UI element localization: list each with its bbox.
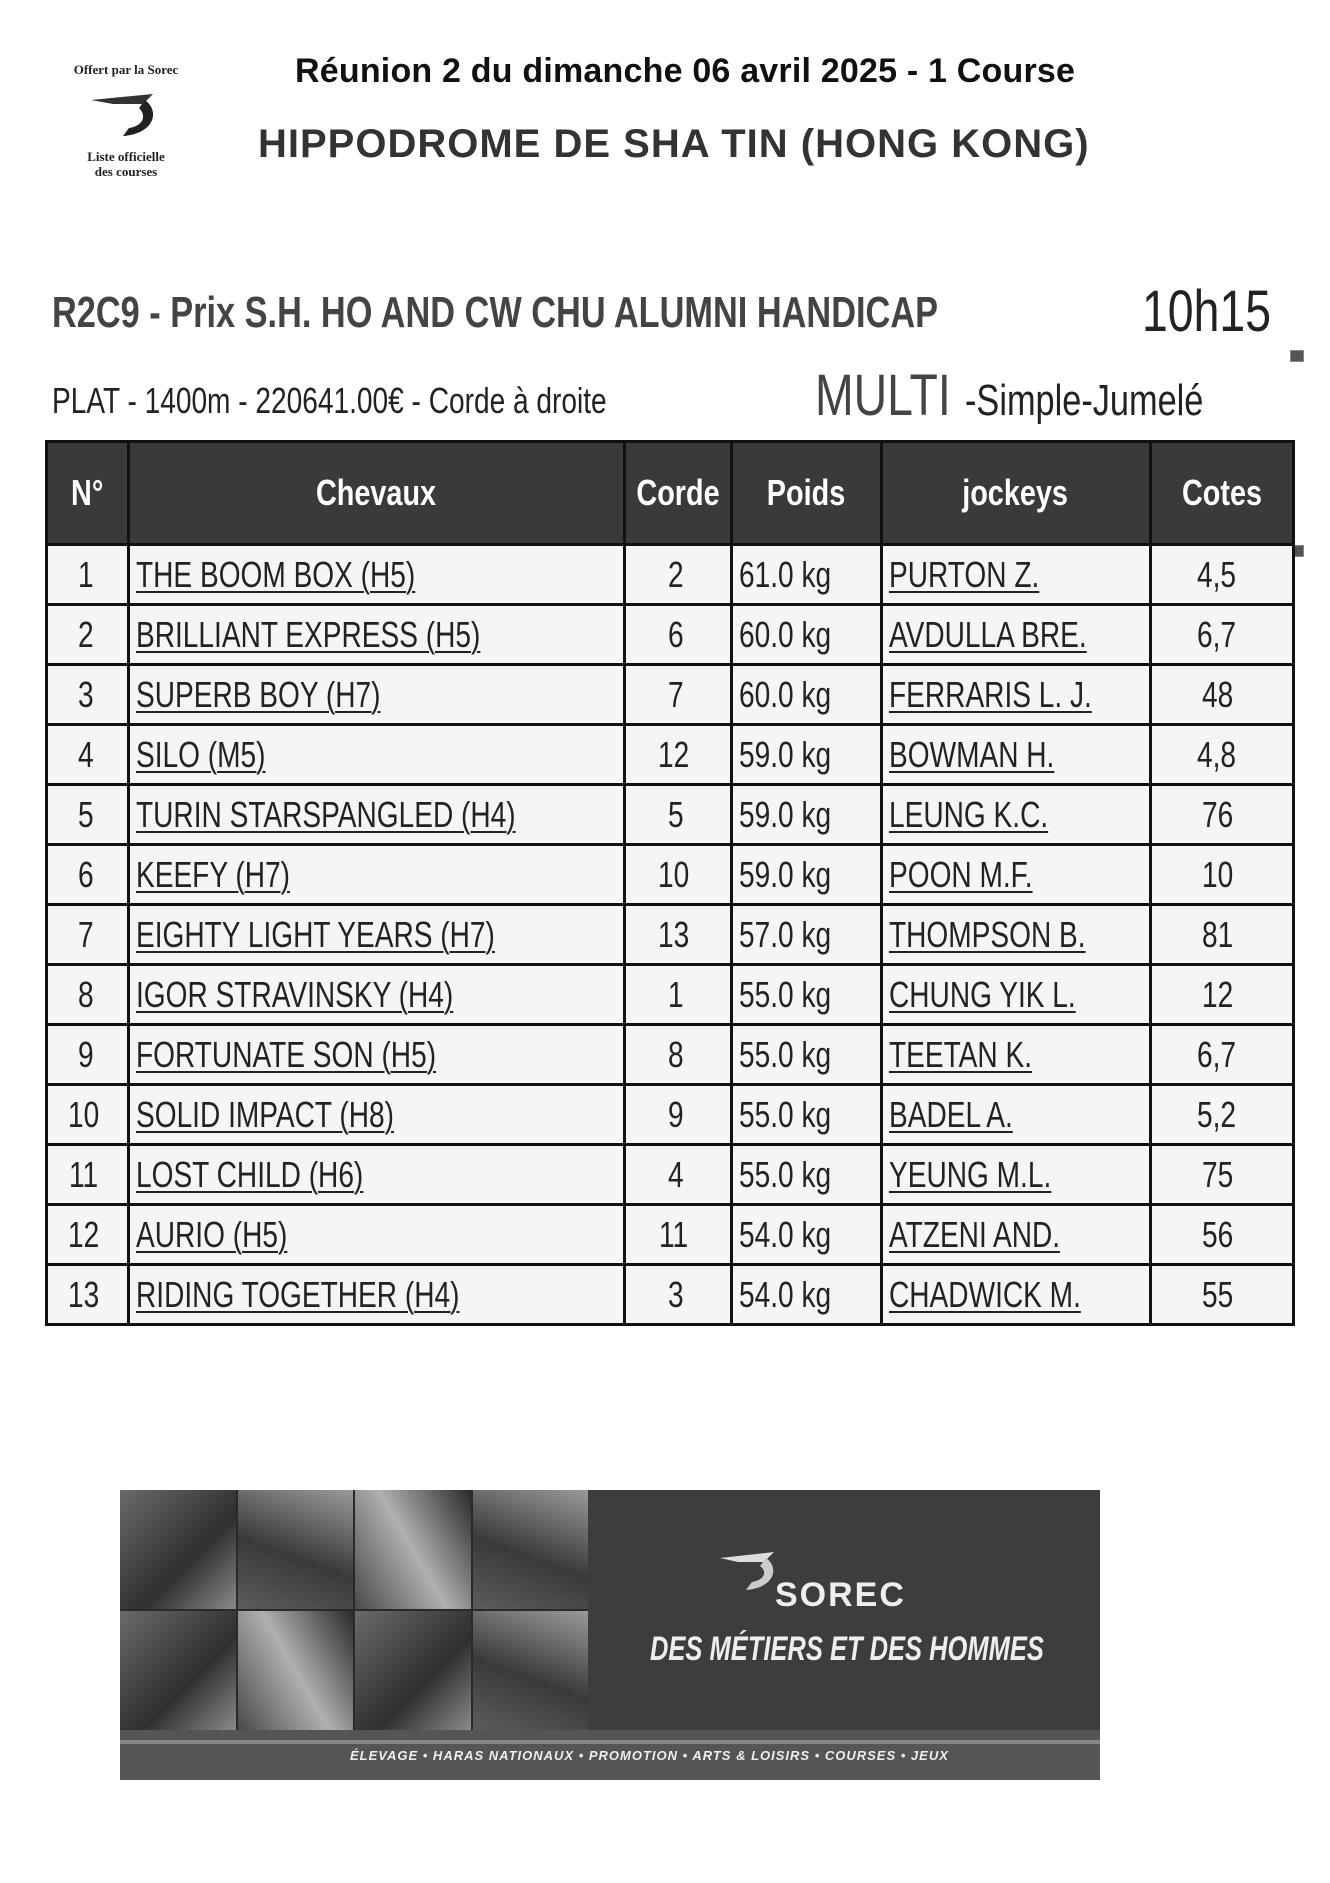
banner-photo [473, 1611, 589, 1730]
odds-cell [1150, 1085, 1293, 1145]
banner-tagline: DES MÉTIERS ET DES HOMMES [650, 1630, 1044, 1668]
corde-cell [624, 965, 731, 1025]
horse-name-link[interactable]: AURIO (H5) [136, 1213, 288, 1255]
corde-cell [624, 1205, 731, 1265]
weight: 60.0 kg [738, 613, 832, 655]
table-row [47, 1145, 1294, 1205]
odds-cell [1150, 845, 1293, 905]
jockey-name-cell[interactable] [881, 965, 1150, 1025]
weight-cell [731, 1025, 881, 1085]
jockey-name-cell[interactable] [881, 905, 1150, 965]
jockey-name-cell[interactable] [881, 1265, 1150, 1325]
corde-cell [624, 665, 731, 725]
odds: 6,7 [1196, 1033, 1236, 1075]
corde-cell [624, 785, 731, 845]
weight: 55.0 kg [738, 973, 832, 1015]
odds: 4,8 [1196, 733, 1236, 775]
corde: 8 [667, 1033, 684, 1075]
table-row [47, 965, 1294, 1025]
horse-name-cell[interactable] [129, 785, 625, 845]
horse-name-link[interactable]: IGOR STRAVINSKY (H4) [136, 973, 454, 1015]
banner-photo-collage [120, 1490, 588, 1730]
horse-name-link[interactable]: KEEFY (H7) [136, 853, 291, 895]
weight: 59.0 kg [738, 853, 832, 895]
weight-cell [731, 965, 881, 1025]
race-title: R2C9 - Prix S.H. HO AND CW CHU ALUMNI HANDICAP [52, 288, 939, 337]
horse-name-cell[interactable] [129, 965, 625, 1025]
runner-number-cell [47, 1085, 129, 1145]
runner-number-cell [47, 845, 129, 905]
banner-band [120, 1730, 1100, 1780]
banner-stripe [120, 1740, 1100, 1744]
jockey-name-link[interactable]: YEUNG M.L. [888, 1153, 1051, 1195]
jockey-name-cell[interactable] [881, 665, 1150, 725]
venue-title: HIPPODROME DE SHA TIN (HONG KONG) [258, 122, 1090, 166]
horse-name-cell[interactable] [129, 1085, 625, 1145]
logo-bottom-text-1: Liste officielle [87, 149, 165, 164]
corde-cell [624, 1265, 731, 1325]
weight-cell [731, 1265, 881, 1325]
odds: 4,5 [1196, 553, 1236, 595]
race-time: 10h15 [1142, 279, 1272, 344]
odds: 48 [1201, 673, 1233, 715]
runner-number: 3 [77, 673, 94, 715]
banner-photo [238, 1490, 354, 1609]
odds: 76 [1201, 793, 1233, 835]
banner-photo [355, 1611, 471, 1730]
jockey-name-link[interactable]: BOWMAN H. [888, 733, 1054, 775]
race-info: PLAT - 1400m - 220641.00€ - Corde à droite [52, 380, 607, 421]
runner-number: 13 [67, 1273, 99, 1315]
corde: 7 [667, 673, 684, 715]
jockey-name-link[interactable]: AVDULLA BRE. [888, 613, 1087, 655]
jockey-name-link[interactable]: CHADWICK M. [888, 1273, 1081, 1315]
meeting-title: Réunion 2 du dimanche 06 avril 2025 - 1 Course [295, 52, 1076, 90]
odds: 81 [1201, 913, 1233, 955]
jockey-name-link[interactable]: THOMPSON B. [888, 913, 1086, 955]
weight-cell [731, 725, 881, 785]
jockey-name-cell[interactable] [881, 1205, 1150, 1265]
column-header-odds: Cotes [1150, 442, 1293, 545]
odds-cell [1150, 785, 1293, 845]
horse-name-cell[interactable] [129, 1265, 625, 1325]
jockey-name-cell[interactable] [881, 785, 1150, 845]
table-header-row [47, 442, 1294, 545]
runner-number-cell [47, 1145, 129, 1205]
sorec-banner [120, 1490, 1100, 1780]
banner-photo [473, 1490, 589, 1609]
sorec-horse-mark-icon [83, 82, 169, 142]
weight: 59.0 kg [738, 793, 832, 835]
weight: 55.0 kg [738, 1093, 832, 1135]
corde: 5 [667, 793, 684, 835]
runner-number-cell [47, 1025, 129, 1085]
jockey-name-link[interactable]: LEUNG K.C. [888, 793, 1048, 835]
jockey-name-link[interactable]: BADEL A. [888, 1093, 1013, 1135]
odds: 10 [1201, 853, 1233, 895]
weight: 55.0 kg [738, 1033, 832, 1075]
jockey-name-link[interactable]: POON M.F. [888, 853, 1033, 895]
corde-cell [624, 845, 731, 905]
weight-cell [731, 785, 881, 845]
banner-brand: SOREC [775, 1576, 906, 1614]
corde: 13 [657, 913, 690, 955]
horse-name-link[interactable]: EIGHTY LIGHT YEARS (H7) [136, 913, 496, 955]
odds-cell [1150, 1025, 1293, 1085]
weight: 54.0 kg [738, 1273, 832, 1315]
weight-cell [731, 905, 881, 965]
jockey-name-cell[interactable] [881, 545, 1150, 605]
runner-number: 7 [77, 913, 94, 955]
runner-number-cell [47, 905, 129, 965]
column-header-weight: Poids [731, 442, 881, 545]
jockey-name-cell[interactable] [881, 845, 1150, 905]
table-row [47, 905, 1294, 965]
table-row [47, 785, 1294, 845]
odds-cell [1150, 545, 1293, 605]
jockey-name-cell[interactable] [881, 1025, 1150, 1085]
bet-type-simple: -Simple-Jumelé [965, 376, 1204, 425]
jockey-name-link[interactable]: FERRARIS L. J. [888, 673, 1092, 715]
table-row [47, 1205, 1294, 1265]
horse-name-cell[interactable] [129, 665, 625, 725]
weight: 60.0 kg [738, 673, 832, 715]
runner-number: 4 [77, 733, 94, 775]
weight: 59.0 kg [738, 733, 832, 775]
weight: 57.0 kg [738, 913, 832, 955]
weight-cell [731, 845, 881, 905]
column-header-number: N° [47, 442, 129, 545]
horse-name-cell[interactable] [129, 1205, 625, 1265]
table-row [47, 1025, 1294, 1085]
odds-cell [1150, 905, 1293, 965]
runner-number-cell [47, 1205, 129, 1265]
corde-cell [624, 725, 731, 785]
runners-table [45, 440, 1295, 1326]
runner-number-cell [47, 605, 129, 665]
weight-cell [731, 1205, 881, 1265]
jockey-name-cell[interactable] [881, 605, 1150, 665]
horse-name-link[interactable]: RIDING TOGETHER (H4) [136, 1273, 460, 1315]
jockey-name-link[interactable]: TEETAN K. [888, 1033, 1032, 1075]
banner-photo [355, 1490, 471, 1609]
logo-bottom-text-2: des courses [94, 164, 158, 179]
odds: 55 [1201, 1273, 1233, 1315]
weight: 54.0 kg [738, 1213, 832, 1255]
runner-number-cell [47, 1265, 129, 1325]
runner-number: 9 [77, 1033, 94, 1075]
jockey-name-link[interactable]: ATZENI AND. [888, 1213, 1060, 1255]
bet-type-multi: MULTI [815, 363, 951, 428]
weight-cell [731, 605, 881, 665]
weight-cell [731, 1085, 881, 1145]
horse-name-link[interactable]: BRILLIANT EXPRESS (H5) [136, 613, 481, 655]
odds-cell [1150, 665, 1293, 725]
corde-cell [624, 905, 731, 965]
corde: 9 [667, 1093, 684, 1135]
odds-cell [1150, 725, 1293, 785]
horse-name-link[interactable]: THE BOOM BOX (H5) [136, 553, 416, 595]
corde-cell [624, 1145, 731, 1205]
odds-cell [1150, 965, 1293, 1025]
logo-top-text: Offert par la Sorec [73, 62, 179, 77]
jockey-name-link[interactable]: CHUNG YIK L. [888, 973, 1076, 1015]
jockey-name-cell[interactable] [881, 725, 1150, 785]
banner-photo [238, 1611, 354, 1730]
table-row [47, 665, 1294, 725]
runner-number: 6 [77, 853, 94, 895]
horse-name-cell[interactable] [129, 725, 625, 785]
weight: 61.0 kg [738, 553, 832, 595]
horse-name-cell[interactable] [129, 1145, 625, 1205]
odds: 75 [1201, 1153, 1233, 1195]
runner-number: 8 [77, 973, 94, 1015]
corde: 12 [657, 733, 690, 775]
corde: 11 [659, 1213, 689, 1255]
horse-name-link[interactable]: LOST CHILD (H6) [136, 1153, 364, 1195]
jockey-name-cell[interactable] [881, 1145, 1150, 1205]
runner-number: 10 [67, 1093, 99, 1135]
horse-name-cell[interactable] [129, 545, 625, 605]
odds-cell [1150, 1205, 1293, 1265]
runner-number: 12 [67, 1213, 99, 1255]
horse-name-cell[interactable] [129, 1025, 625, 1085]
odds: 5,2 [1196, 1093, 1236, 1135]
table-row [47, 605, 1294, 665]
corde: 10 [657, 853, 690, 895]
weight-cell [731, 665, 881, 725]
odds-cell [1150, 1145, 1293, 1205]
odds: 6,7 [1196, 613, 1236, 655]
banner-band-text: ÉLEVAGE • HARAS NATIONAUX • PROMOTION • ARTS & LOISIRS • COURSES • JEUX [350, 1748, 949, 1763]
odds: 56 [1201, 1213, 1233, 1255]
weight-cell [731, 1145, 881, 1205]
marker-icon [1290, 350, 1304, 362]
corde: 6 [667, 613, 684, 655]
corde: 4 [667, 1153, 684, 1195]
runner-number-cell [47, 965, 129, 1025]
weight-cell [731, 545, 881, 605]
jockey-name-cell[interactable] [881, 1085, 1150, 1145]
jockey-name-link[interactable]: PURTON Z. [888, 553, 1039, 595]
table-row [47, 545, 1294, 605]
banner-photo [120, 1490, 236, 1609]
horse-name-link[interactable]: SILO (M5) [136, 733, 266, 775]
horse-name-link[interactable]: FORTUNATE SON (H5) [136, 1033, 437, 1075]
odds-cell [1150, 1265, 1293, 1325]
runner-number: 2 [77, 613, 94, 655]
table-row [47, 845, 1294, 905]
runner-number: 1 [77, 553, 94, 595]
runner-number: 5 [77, 793, 94, 835]
corde-cell [624, 605, 731, 665]
weight: 55.0 kg [738, 1153, 832, 1195]
corde: 3 [667, 1273, 684, 1315]
column-header-jockeys: jockeys [881, 442, 1150, 545]
odds-cell [1150, 605, 1293, 665]
corde-cell [624, 545, 731, 605]
runner-number-cell [47, 545, 129, 605]
horse-name-link[interactable]: TURIN STARSPANGLED (H4) [136, 793, 516, 835]
table-row [47, 1265, 1294, 1325]
runner-number: 11 [68, 1153, 99, 1195]
runner-number-cell [47, 785, 129, 845]
horse-name-cell[interactable] [129, 845, 625, 905]
horse-name-link[interactable]: SOLID IMPACT (H8) [136, 1093, 395, 1135]
runner-number-cell [47, 665, 129, 725]
horse-name-link[interactable]: SUPERB BOY (H7) [136, 673, 381, 715]
sorec-logo [64, 58, 188, 178]
column-header-horses: Chevaux [129, 442, 625, 545]
horse-name-cell[interactable] [129, 605, 625, 665]
corde: 1 [667, 973, 684, 1015]
column-header-corde: Corde [624, 442, 731, 545]
corde: 2 [667, 553, 684, 595]
banner-photo [120, 1611, 236, 1730]
table-row [47, 1085, 1294, 1145]
corde-cell [624, 1025, 731, 1085]
corde-cell [624, 1085, 731, 1145]
odds: 12 [1201, 973, 1233, 1015]
runner-number-cell [47, 725, 129, 785]
horse-name-cell[interactable] [129, 905, 625, 965]
table-row [47, 725, 1294, 785]
